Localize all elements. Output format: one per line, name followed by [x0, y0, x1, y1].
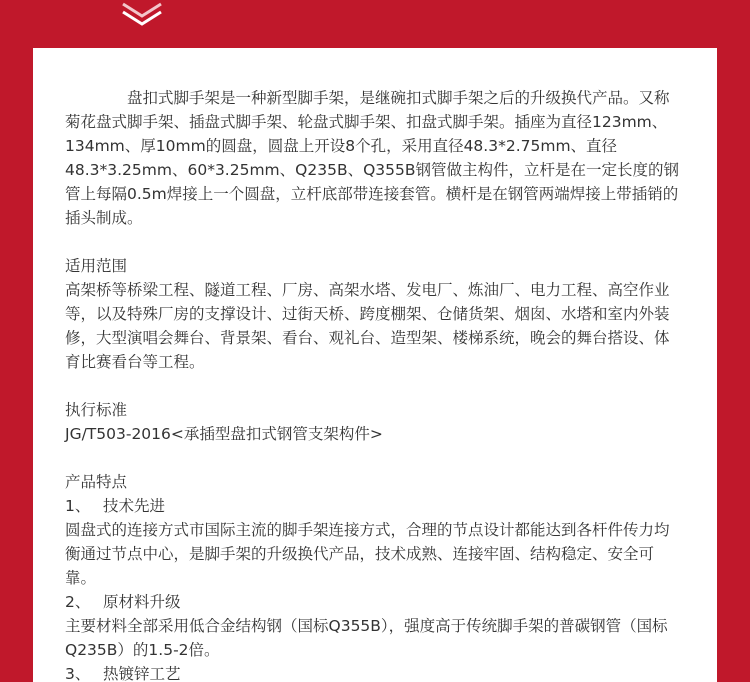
feature-item-title: 原材料升级	[103, 593, 181, 611]
feature-item-body: 主要材料全部采用低合金结构钢（国标Q355B），强度高于传统脚手架的普碳钢管（国标Q235B）的1.5-2倍。	[65, 617, 668, 659]
intro-paragraph: 盘扣式脚手架是一种新型脚手架，是继碗扣式脚手架之后的升级换代产品。又称菊花盘式脚手架、插盘式脚手架、轮盘式脚手架、扣盘式脚手架。插座为直径123mm、134mm、厚10mm的圆盘，圆盘上开设8个孔，采用直径48.3*2.75mm、直径48.3*3.25mm、60*3.25mm、Q235B、Q355B钢管做主构件，立杆是在一定长度的钢管上每隔0.5m焊接上一个圆盘，立杆底部带连接套管。横杆是在钢管两端焊接上带插销的插头制成。	[65, 89, 679, 227]
feature-item-heading	[65, 590, 683, 614]
features-heading: 产品特点	[65, 473, 128, 491]
standard-heading: 执行标准	[65, 401, 128, 419]
content-panel	[33, 48, 717, 682]
feature-item-number: 3、	[65, 665, 91, 682]
feature-item-heading	[65, 662, 683, 682]
feature-item-title: 技术先进	[103, 497, 166, 515]
scope-body: 高架桥等桥梁工程、隧道工程、厂房、高架水塔、发电厂、炼油厂、电力工程、高空作业等，以及特殊厂房的支撑设计、过街天桥、跨度棚架、仓储货架、烟囱、水塔和室内外装修，大型演唱会舞台、背景架、看台、观礼台、造型架、楼梯系统，晚会的舞台搭设、体育比赛看台等工程。	[65, 281, 670, 371]
double-chevron-down-icon	[118, 0, 166, 30]
standard-body: JG/T503-2016<承插型盘扣式钢管支架构件>	[65, 425, 383, 443]
feature-item-number: 2、	[65, 593, 91, 611]
scope-heading: 适用范围	[65, 257, 128, 275]
feature-item-number: 1、	[65, 497, 91, 515]
article-content	[65, 86, 683, 682]
feature-item-body: 圆盘式的连接方式市国际主流的脚手架连接方式，合理的节点设计都能达到各杆件传力均衡通过节点中心，是脚手架的升级换代产品，技术成熟、连接牢固、结构稳定、安全可靠。	[65, 521, 670, 587]
feature-item-heading	[65, 494, 683, 518]
feature-item-title: 热镀锌工艺	[103, 665, 181, 682]
